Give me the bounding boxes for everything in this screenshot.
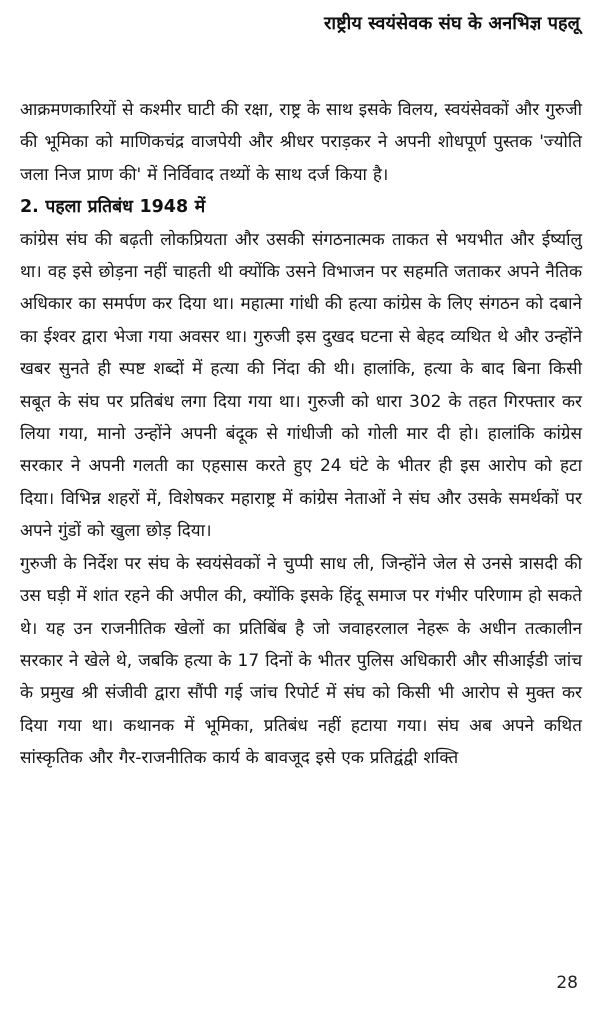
running-header-title: राष्ट्रीय स्वयंसेवक संघ के अनभिज्ञ पहलू <box>323 13 580 34</box>
page-number: 28 <box>556 973 578 993</box>
paragraph-congress-ban: कांग्रेस संघ की बढ़ती लोकप्रियता और उसकी संगठनात्मक ताकत से भयभीत और ईर्ष्यालु था। वह इसे छोड़ना नहीं चाहती थी क्योंकि उसने विभाजन पर सहमति जताकर अपने नैतिक अधिकार का समर्पण कर दिया था। महात्मा गांधी की हत्या कांग्रेस के लिए संगठन को दबाने का ईश्वर द्वारा भेजा गया अवसर था। गुरुजी इस दुखद घटना से बेहद व्यथित थे और उन्होंने खबर सुनते ही स्पष्ट शब्दों में हत्या की निंदा की थी। हालांकि, हत्या के बाद बिना किसी सबूत के संघ पर प्रतिबंध लगा दिया गया था। गुरुजी को धारा 302 के तहत गिरफ्तार कर लिया गया, मानो उन्होंने अपनी बंदूक से गांधीजी को गोली मार दी हो। हालांकि कांग्रेस सरकार ने अपनी गलती का एहसास करते हुए 24 घंटे के भीतर ही इस आरोप को हटा दिया। विभिन्न शहरों में, विशेषकर महाराष्ट्र में कांग्रेस नेताओं ने संघ और उसके समर्थकों पर अपने गुंडों को खुला छोड़ दिया। <box>20 229 582 542</box>
paragraph-kashmir-defense: आक्रमणकारियों से कश्मीर घाटी की रक्षा, राष्ट्र के साथ इसके विलय, स्वयंसेवकों और गुरुजी की भूमिका को माणिकचंद्र वाजपेयी और श्रीधर पराड़कर ने अपनी शोधपूर्ण पुस्तक 'ज्योति जला निज प्राण की' में निर्विवाद तथ्यों के साथ दर्ज किया है। <box>20 100 582 185</box>
page-body <box>20 94 582 775</box>
paragraph-guruji-instructions: गुरुजी के निर्देश पर संघ के स्वयंसेवकों ने चुप्पी साध ली, जिन्होंने जेल से उनसे त्रासदी की उस घड़ी में शांत रहने की अपील की, क्योंकि इसके हिंदू समाज पर गंभीर परिणाम हो सकते थे। यह उन राजनीतिक खेलों का प्रतिबिंब है जो जवाहरलाल नेहरू के अधीन तत्कालीन सरकार ने खेले थे, जबकि हत्या के 17 दिनों के भीतर पुलिस अधिकारी और सीआईडी जांच के प्रमुख श्री संजीवी द्वारा सौंपी गई जांच रिपोर्ट में संघ को किसी भी आरोप से मुक्त कर दिया गया था। कथानक में भूमिका, प्रतिबंध नहीं हटाया गया। संघ अब अपने कथित सांस्कृतिक और गैर-राजनीतिक कार्य के बावजूद इसे एक प्रतिद्वंद्वी शक्ति <box>20 553 582 769</box>
section-heading-first-ban: 2. पहला प्रतिबंध 1948 में <box>20 197 206 218</box>
